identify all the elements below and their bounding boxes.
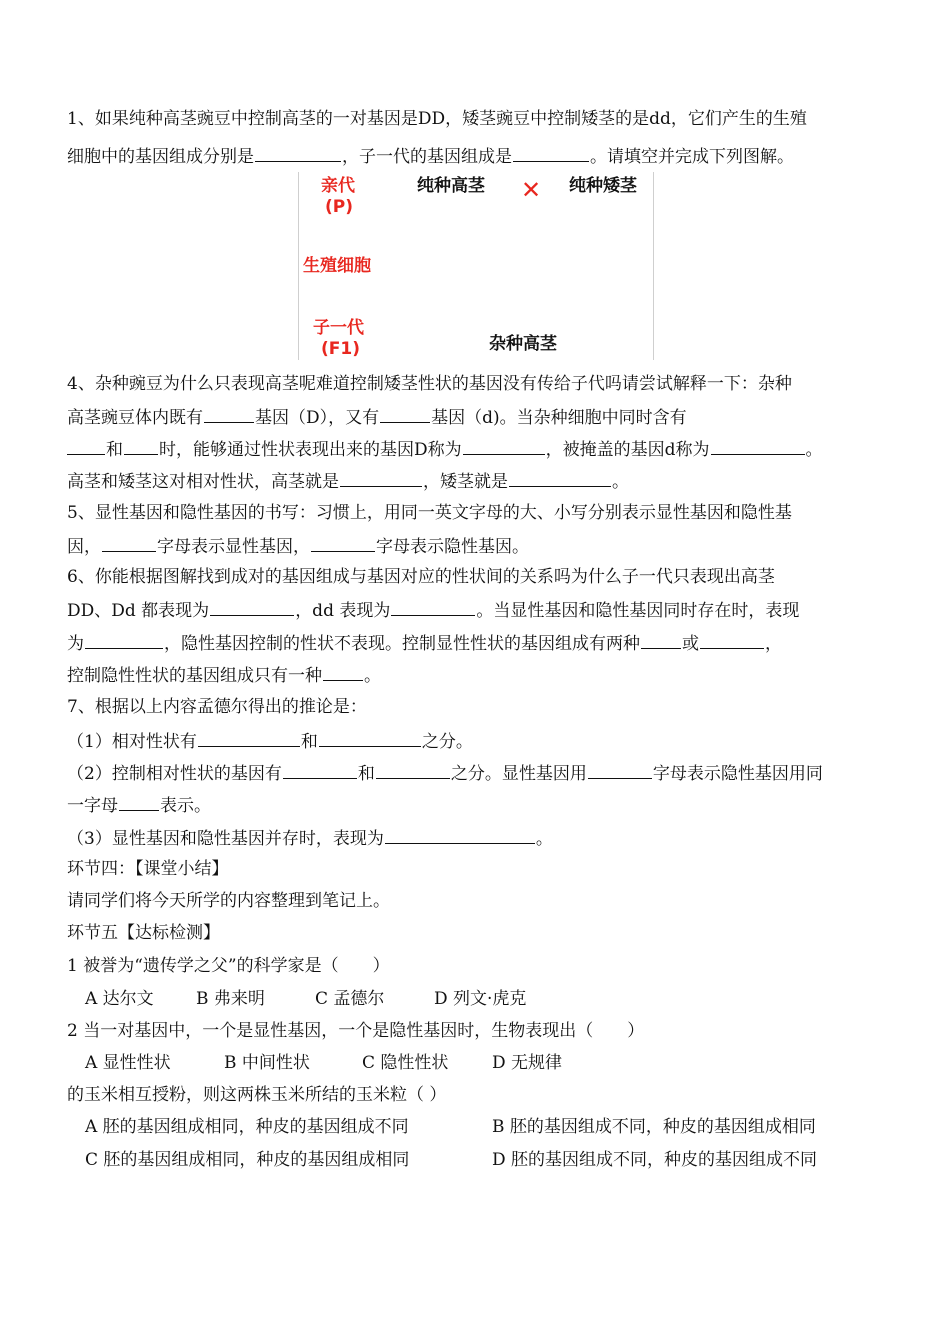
q6-line-3 xyxy=(67,631,782,653)
quiz-q3-option-a[interactable]: A 胚的基因组成相同，种皮的基因组成不同 xyxy=(85,1117,409,1137)
pure-short-label: 纯种矮茎 xyxy=(569,176,637,196)
q6-text-c: 。当显性基因和隐性基因同时存在时，表现 xyxy=(476,601,800,621)
q6-blank-dd-trait[interactable] xyxy=(210,598,294,616)
q4-text-and: 和 xyxy=(106,440,123,460)
q5-text-c: 字母表示隐性基因。 xyxy=(376,537,529,557)
gamete-label: 生殖细胞 xyxy=(303,256,371,276)
quiz-q3-stem: 的玉米相互授粉，则这两株玉米所结的玉米粒（ ） xyxy=(67,1085,447,1105)
q7-blank-gene-1[interactable] xyxy=(283,761,357,779)
q7-p3-text-a: （3）显性基因和隐性基因并存时，表现为 xyxy=(67,829,384,849)
cross-icon: ✕ xyxy=(521,176,542,204)
q4-blank-recessive-name[interactable] xyxy=(711,437,805,455)
q4-line-4 xyxy=(67,469,629,491)
q1-blank-gametes[interactable] xyxy=(255,144,341,162)
q4-text-i: 。 xyxy=(612,472,629,492)
q7-p3-text-b: 。 xyxy=(535,829,553,849)
quiz-q2-option-b[interactable]: B 中间性状 xyxy=(224,1053,310,1073)
q7-point-3 xyxy=(67,826,553,848)
q6-text-h: 。 xyxy=(364,666,381,686)
q6-text-d: 为 xyxy=(67,634,84,654)
q7-blank-expression[interactable] xyxy=(385,826,535,844)
quiz-q2-option-a[interactable]: A 显性性状 xyxy=(85,1053,171,1073)
section-4-title: 环节四：【课堂小结】 xyxy=(67,859,229,879)
q5-blank-lowercase[interactable] xyxy=(311,534,375,552)
q4-blank-gene-2[interactable] xyxy=(124,437,158,455)
quiz-q1-stem: 1 被誉为“遗传学之父”的科学家是（ ） xyxy=(67,956,390,976)
q4-text-c: 基因（d)。当杂种细胞中同时含有 xyxy=(431,408,687,428)
quiz-q3-option-d[interactable]: D 胚的基因组成不同，种皮的基因组成不同 xyxy=(492,1150,818,1170)
q7-p1-text-c: 之分。 xyxy=(421,732,473,752)
q4-blank-short-trait[interactable] xyxy=(509,469,611,487)
f1-label: 子一代 xyxy=(313,318,364,338)
pure-tall-label: 纯种高茎 xyxy=(417,176,485,196)
q4-line-2 xyxy=(67,405,687,427)
q7-p2-text-and: 和 xyxy=(357,764,375,784)
q6-text-or: 或 xyxy=(682,634,699,654)
q6-line-2 xyxy=(67,598,799,620)
q4-blank-gene-1[interactable] xyxy=(67,437,105,455)
q7-line-1: 7、根据以上内容孟德尔得出的推论是： xyxy=(67,697,367,717)
parent-label-p: (P) xyxy=(325,197,353,217)
q7-blank-letter-case[interactable] xyxy=(588,761,652,779)
quiz-q3-option-b[interactable]: B 胚的基因组成不同，种皮的基因组成相同 xyxy=(492,1117,816,1137)
q1-text-c: 。请填空并完成下列图解。 xyxy=(590,147,794,167)
q1-line-2 xyxy=(67,144,794,166)
section-5-title: 环节五【达标检测】 xyxy=(67,923,220,943)
q6-text-e: ，隐性基因控制的性状不表现。控制显性性状的基因组成有两种 xyxy=(164,634,640,654)
q5-blank-uppercase[interactable] xyxy=(102,534,156,552)
q6-text-b: ，dd 表现为 xyxy=(295,601,391,621)
q6-blank-recessive-genotype[interactable] xyxy=(323,663,363,681)
q6-text-a: DD、Dd 都表现为 xyxy=(67,601,210,621)
q6-blank-genotype-2[interactable] xyxy=(700,631,764,649)
q7-p2-text-e: 一字母 xyxy=(67,796,118,816)
quiz-q2-option-d[interactable]: D 无规律 xyxy=(492,1053,563,1073)
q4-text-e: ，被掩盖的基因d称为 xyxy=(545,440,710,460)
q4-line-3 xyxy=(67,437,823,459)
genetic-cross-diagram xyxy=(298,172,654,360)
q7-point-2-cont xyxy=(67,793,211,815)
q5-line-1: 5、显性基因和隐性基因的书写：习惯上，用同一英文字母的大、小写分别表示显性基因和隐性基 xyxy=(67,503,792,523)
q7-p2-text-d: 字母表示隐性基因用同 xyxy=(652,764,823,784)
q4-blank-recessive-gene[interactable] xyxy=(380,405,430,423)
q4-text-g: 高茎和矮茎这对相对性状，高茎就是 xyxy=(67,472,339,492)
q6-line-4 xyxy=(67,663,381,685)
q7-point-1 xyxy=(67,729,473,751)
q7-p2-text-a: （2）控制相对性状的基因有 xyxy=(67,764,282,784)
q4-text-a: 高茎豌豆体内既有 xyxy=(67,408,203,428)
q6-blank-genotype-1[interactable] xyxy=(641,631,681,649)
quiz-q1-option-a[interactable]: A 达尔文 xyxy=(85,989,154,1009)
parent-label: 亲代 xyxy=(321,176,355,196)
q4-line-1: 4、杂种豌豆为什么只表现高茎呢难道控制矮茎性状的基因没有传给子代吗请尝试解释一下：杂种 xyxy=(67,374,792,394)
quiz-q2-option-c[interactable]: C 隐性性状 xyxy=(362,1053,449,1073)
quiz-q1-option-b[interactable]: B 弗来明 xyxy=(196,989,265,1009)
section-4-body: 请同学们将今天所学的内容整理到笔记上。 xyxy=(67,891,390,911)
q4-text-d: 时，能够通过性状表现出来的基因D称为 xyxy=(159,440,462,460)
q4-text-h: ，矮茎就是 xyxy=(423,472,508,492)
q4-text-f: 。 xyxy=(805,440,823,460)
quiz-q1-option-c[interactable]: C 孟德尔 xyxy=(315,989,385,1009)
f1-label-code: (F1) xyxy=(321,339,360,359)
q1-text-b: ，子一代的基因组成是 xyxy=(342,147,512,167)
q6-blank-expressed[interactable] xyxy=(85,631,163,649)
q4-blank-tall-trait[interactable] xyxy=(340,469,422,487)
q7-point-2 xyxy=(67,761,823,783)
q7-p1-text-and: 和 xyxy=(300,732,318,752)
q6-text-g: 控制隐性性状的基因组成只有一种 xyxy=(67,666,322,686)
q7-blank-trait-1[interactable] xyxy=(198,729,300,747)
q4-text-b: 基因（D），又有 xyxy=(255,408,380,428)
q6-blank-dd-lower-trait[interactable] xyxy=(391,598,475,616)
q5-text-a: 因， xyxy=(67,537,101,557)
q1-text-a: 细胞中的基因组成分别是 xyxy=(67,147,254,167)
q5-line-2 xyxy=(67,534,529,556)
q4-blank-dominant-name[interactable] xyxy=(463,437,545,455)
q7-blank-lowercase[interactable] xyxy=(119,793,159,811)
hybrid-tall-label: 杂种高茎 xyxy=(489,334,557,354)
quiz-q3-option-c[interactable]: C 胚的基因组成相同，种皮的基因组成相同 xyxy=(85,1150,410,1170)
q7-p1-text-a: （1）相对性状有 xyxy=(67,732,197,752)
q1-blank-f1[interactable] xyxy=(513,144,589,162)
q6-text-f: ， xyxy=(765,634,782,654)
q5-text-b: 字母表示显性基因， xyxy=(157,537,310,557)
q1-line-1: 1、如果纯种高茎豌豆中控制高茎的一对基因是DD，矮茎豌豆中控制矮茎的是dd，它们产生的生殖 xyxy=(67,109,807,129)
q6-line-1: 6、你能根据图解找到成对的基因组成与基因对应的性状间的关系吗为什么子一代只表现出高茎 xyxy=(67,567,775,587)
q7-p2-text-f: 表示。 xyxy=(160,796,211,816)
quiz-q1-option-d[interactable]: D 列文·虎克 xyxy=(434,989,527,1009)
q7-blank-trait-2[interactable] xyxy=(319,729,421,747)
q4-blank-dominant-gene[interactable] xyxy=(204,405,254,423)
q7-blank-gene-2[interactable] xyxy=(376,761,450,779)
quiz-q2-stem: 2 当一对基因中，一个是显性基因，一个是隐性基因时，生物表现出（ ） xyxy=(67,1021,645,1041)
q7-p2-text-c: 之分。显性基因用 xyxy=(450,764,587,784)
